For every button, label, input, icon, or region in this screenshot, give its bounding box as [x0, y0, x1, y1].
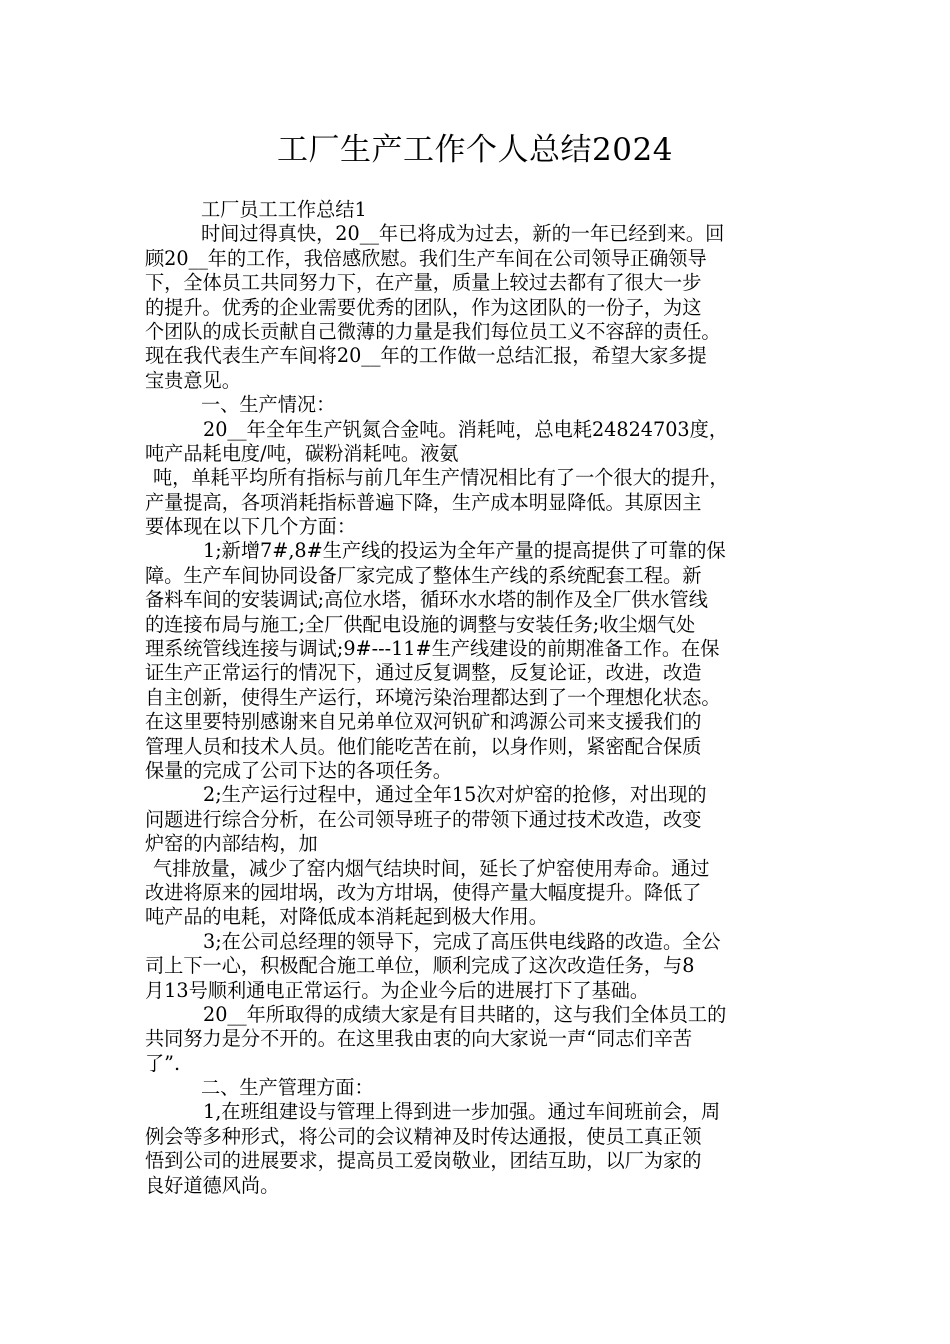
text-line: 20__年全年生产钒氮合金吨。消耗吨，总电耗24824703度， — [203, 417, 729, 441]
text-line: 保量的完成了公司下达的各项任务。 — [145, 758, 452, 782]
text-line: 产量提高，各项消耗指标普遍下降，生产成本明显降低。其原因主 — [145, 490, 702, 514]
text-line: 月13号顺利通电正常运行。为企业今后的进展打下了基础。 — [145, 978, 650, 1002]
text-line: 良好道德风尚。 — [145, 1173, 280, 1197]
section-heading: 二、生产管理方面： — [201, 1076, 374, 1100]
text-line: 3;在公司总经理的领导下，完成了高压供电线路的改造。全公 — [203, 929, 721, 953]
text-line: 现在我代表生产车间将20__年的工作做一总结汇报，希望大家多提 — [145, 344, 707, 368]
text-line: 悟到公司的进展要求，提高员工爱岗敬业，团结互助，以厂为家的 — [145, 1149, 702, 1173]
text-line: 共同努力是分不开的。在这里我由衷的向大家说一声“同志们辛苦 — [145, 1027, 693, 1051]
text-line: 了”. — [145, 1051, 181, 1075]
text-line: 证生产正常运行的情况下，通过反复调整，反复论证，改进，改造 — [145, 661, 702, 685]
text-line: 自主创新，使得生产运行，环境污染治理都达到了一个理想化状态。 — [145, 685, 721, 709]
document-body — [145, 198, 810, 1198]
text-line: 吨产品的电耗，对降低成本消耗起到极大作用。 — [145, 905, 548, 929]
text-line: 1;新增7#,8#生产线的投运为全年产量的提高提供了可靠的保 — [203, 539, 726, 563]
text-line: 要体现在以下几个方面： — [145, 515, 357, 539]
text-line: 备料车间的安装调试;高位水塔，循环水水塔的制作及全厂供水管线 — [145, 588, 708, 612]
text-line: 顾20__年的工作，我倍感欣慰。我们生产车间在公司领导正确领导 — [145, 246, 707, 270]
text-line: 2;生产运行过程中，通过全年15次对炉窑的抢修，对出现的 — [203, 783, 707, 807]
text-line: 吨产品耗电度/吨，碳粉消耗吨。液氨 — [145, 441, 459, 465]
text-line: 吨，单耗平均所有指标与前几年生产情况相比有了一个很大的提升， — [153, 466, 729, 490]
text-line: 工厂员工工作总结1 — [201, 198, 367, 221]
text-line: 下，全体员工共同努力下，在产量，质量上较过去都有了很大一步 — [145, 271, 702, 295]
text-line: 炉窑的内部结构，加 — [145, 832, 318, 856]
text-line: 时间过得真快，20__年已将成为过去，新的一年已经到来。回 — [201, 222, 725, 246]
document-title: 工厂生产工作个人总结2024 — [277, 132, 673, 168]
text-line: 20__年所取得的成绩大家是有目共睹的，这与我们全体员工的 — [203, 1002, 727, 1026]
section-heading: 一、生产情况： — [201, 393, 336, 417]
text-line: 管理人员和技术人员。他们能吃苦在前，以身作则，紧密配合保质 — [145, 734, 702, 758]
text-line: 司上下一心，积极配合施工单位，顺利完成了这次改造任务，与8 — [145, 954, 695, 978]
text-line: 的提升。优秀的企业需要优秀的团队，作为这团队的一份子，为这 — [145, 295, 702, 319]
text-line: 理系统管线连接与调试;9#---11#生产线建设的前期准备工作。在保 — [145, 637, 720, 661]
text-line: 气排放量，减少了窑内烟气结块时间，延长了炉窑使用寿命。通过 — [153, 856, 710, 880]
text-line: 障。生产车间协同设备厂家完成了整体生产线的系统配套工程。新 — [145, 563, 702, 587]
text-line: 的连接布局与施工;全厂供配电设施的调整与安装任务;收尘烟气处 — [145, 612, 696, 636]
text-line: 问题进行综合分析，在公司领导班子的带领下通过技术改造，改变 — [145, 807, 702, 831]
text-line: 宝贵意见。 — [145, 368, 241, 392]
text-line: 例会等多种形式，将公司的会议精神及时传达通报，使员工真正领 — [145, 1124, 702, 1148]
text-line: 改进将原来的园坩埚，改为方坩埚，使得产量大幅度提升。降低了 — [145, 880, 702, 904]
text-line: 个团队的成长贡献自己微薄的力量是我们每位员工义不容辞的责任。 — [145, 319, 721, 343]
text-line: 在这里要特别感谢来自兄弟单位双河钒矿和鸿源公司来支援我们的 — [145, 710, 702, 734]
text-line: 1,在班组建设与管理上得到进一步加强。通过车间班前会，周 — [203, 1100, 721, 1124]
